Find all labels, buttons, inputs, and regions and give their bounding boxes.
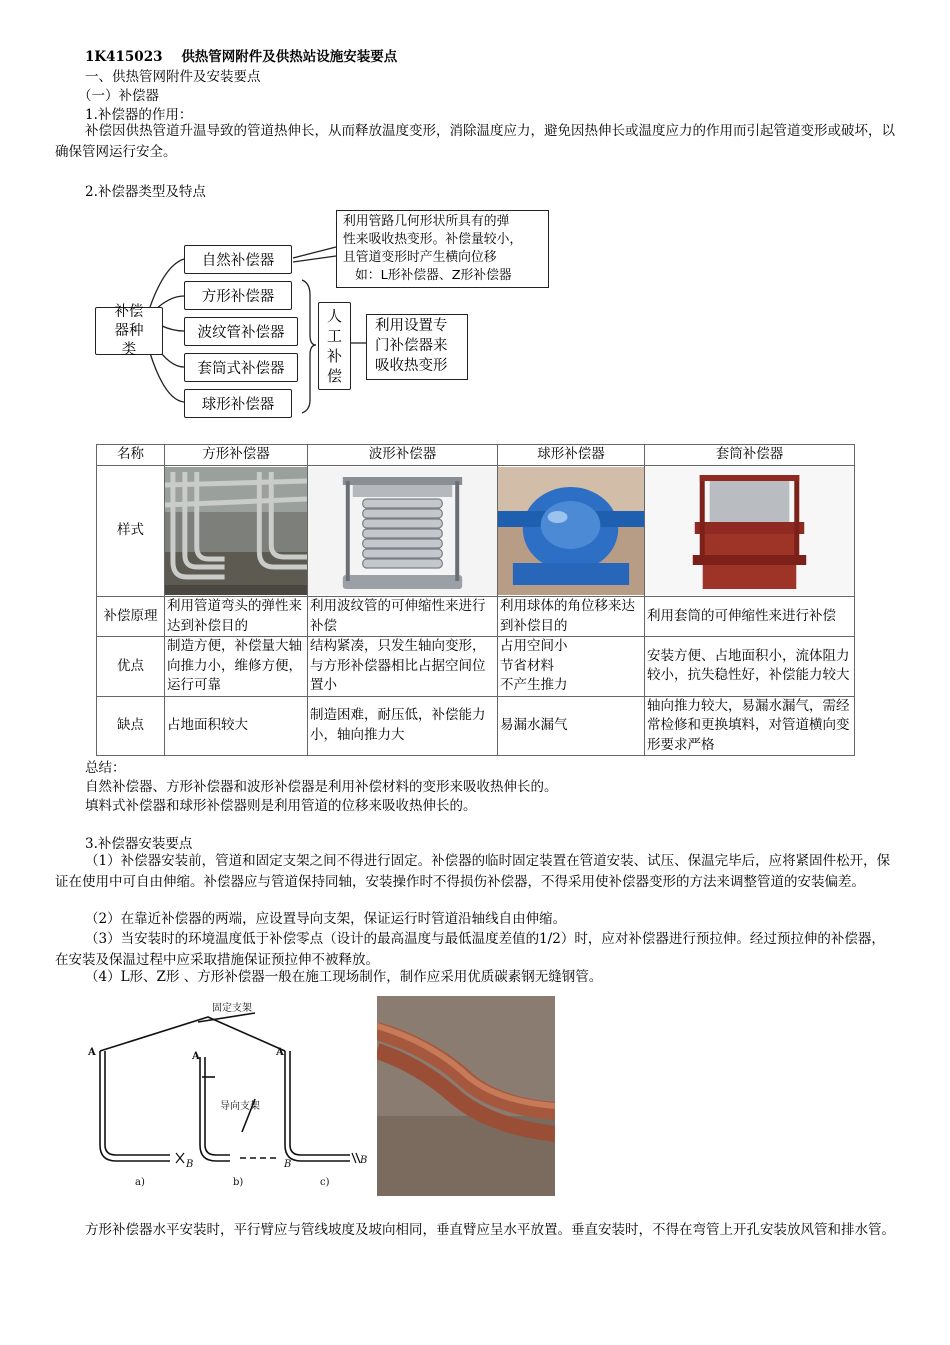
- cell-line: 占用空间小: [500, 638, 568, 654]
- mindmap-node-sleeve: [184, 353, 298, 382]
- item-text-1: 补偿因供热管道升温导致的管道热伸长，从而释放温度变形，消除温度应力，避免因热伸长或温度应力的作用而引起管道变形或破坏，以确保管网运行安全。: [55, 123, 895, 160]
- summary-title: 总结：: [85, 760, 126, 776]
- diagram-label-a: a): [135, 1177, 145, 1188]
- diagram-point-a: A: [276, 1047, 284, 1058]
- table-cell: 利用波纹管的可伸缩性来进行补偿: [308, 597, 498, 637]
- final-paragraph: 方形补偿器水平安装时，平行臂应与管线坡度及坡向相同，垂直臂应呈水平放置。垂直安装时，不得在弯管上开孔安装放风管和排水管。: [85, 1222, 895, 1238]
- table-cell: 利用管道弯头的弹性来达到补偿目的: [165, 597, 308, 637]
- section-title: 一、供热管网附件及安装要点: [85, 69, 261, 85]
- table-cell: 利用套筒的可伸缩性来进行补偿: [645, 597, 855, 637]
- table-cell: 利用球体的角位移来达到补偿目的: [498, 597, 645, 637]
- mindmap-root-label: 补偿器种类: [114, 303, 144, 358]
- artificial-note-line: 门补偿器来: [375, 338, 448, 354]
- mindmap-node-ball: [184, 389, 292, 418]
- mindmap-node-natural: [184, 245, 292, 274]
- item-heading-3: 3.补偿器安装要点: [85, 836, 193, 852]
- table-cell: 占地面积较大: [165, 696, 308, 756]
- square-label: 方形补偿器: [201, 289, 275, 305]
- artificial-note-line: 吸收热变形: [375, 358, 448, 374]
- install-point-1: （1）补偿器安装前，管道和固定支架之间不得进行固定。补偿器的临时固定装置在管道安装、试压、保温完毕后，应将紧固件松开，保证在使用中可自由伸缩。补偿器应与管道保持同轴，安装操作时不得损伤补偿器，不得采用使补偿器变形的方法来调整管道的安装偏差。: [55, 853, 891, 890]
- artificial-box: [318, 302, 351, 390]
- table-cell: [498, 637, 645, 697]
- diagram-point-a: A: [88, 1047, 96, 1058]
- artificial-label: 人工补偿: [326, 307, 342, 385]
- item-heading-2: 2.补偿器类型及特点: [85, 184, 206, 200]
- table-header: 波形补偿器: [308, 445, 498, 466]
- table-cell: 结构紧凑，只发生轴向变形，与方形补偿器相比占据空间位置小: [308, 637, 498, 697]
- natural-label: 自然补偿器: [201, 253, 275, 269]
- summary-line: 填料式补偿器和球形补偿器则是利用管道的位移来吸收热伸长的。: [85, 798, 477, 814]
- item-heading-1: 1.补偿器的作用：: [85, 107, 193, 123]
- sleeve-compensator-photo: [645, 466, 855, 597]
- row-label: 缺点: [97, 696, 165, 756]
- diagram-label-c: c): [320, 1177, 330, 1188]
- compensator-installation-diagram: [80, 995, 375, 1195]
- subsection-title: （一）补偿器: [78, 88, 159, 104]
- bellows-compensator-photo: [308, 466, 498, 597]
- table-header: 套筒补偿器: [645, 445, 855, 466]
- diagram-point-b: B: [284, 1159, 292, 1170]
- diagram-fixed-label: 固定支架: [212, 1003, 252, 1014]
- install-point-4: （4）L形、Z形 、方形补偿器一般在施工现场制作，制作应采用优质碳素钢无缝钢管。: [85, 969, 603, 985]
- table-header: 名称: [97, 445, 165, 466]
- bellows-label: 波纹管补偿器: [197, 325, 285, 341]
- cell-line: 不产生推力: [500, 677, 568, 693]
- install-point-2: （2）在靠近补偿器的两端，应设置导向支架，保证运行时管道沿轴线自由伸缩。: [85, 911, 567, 927]
- diagram-point-b: B: [360, 1155, 368, 1166]
- natural-note-line: 如：L形补偿器、Z形补偿器: [355, 268, 512, 283]
- artificial-note-line: 利用设置专: [375, 318, 448, 334]
- field-compensator-photo: [377, 996, 555, 1196]
- mindmap-root: [95, 303, 163, 358]
- natural-note-line: 且管道变形时产生横向位移: [343, 250, 497, 265]
- table-cell: 易漏水漏气: [498, 696, 645, 756]
- mindmap-node-square: [184, 281, 292, 310]
- ball-label: 球形补偿器: [201, 397, 275, 413]
- row-label: 补偿原理: [97, 597, 165, 637]
- compensator-table: [96, 444, 855, 756]
- install-point-3: （3）当安装时的环境温度低于补偿零点（设计的最高温度与最低温度差值的1/2）时，应对补偿器进行预拉伸。经过预拉伸的补偿器，在安装及保温过程中应采取措施保证预拉伸不被释放。: [55, 931, 885, 968]
- square-compensator-photo: [165, 466, 308, 597]
- heading-code: 1K415023: [85, 49, 163, 65]
- table-row-principle: [97, 597, 855, 637]
- heading-title: 供热管网附件及供热站设施安装要点: [181, 49, 398, 65]
- row-label: 优点: [97, 637, 165, 697]
- table-cell: 制造方便，补偿量大轴向推力小，维修方便，运行可靠: [165, 637, 308, 697]
- sleeve-label: 套筒式补偿器: [197, 361, 285, 377]
- table-header-row: [97, 445, 855, 466]
- table-header: 球形补偿器: [498, 445, 645, 466]
- row-label: 样式: [97, 466, 165, 597]
- diagram-point-b: B: [186, 1159, 194, 1170]
- table-cell: 安装方便、占地面积小，流体阻力较小，抗失稳性好，补偿能力较大: [645, 637, 855, 697]
- table-row-advantages: [97, 637, 855, 697]
- table-header: 方形补偿器: [165, 445, 308, 466]
- diagram-label-b: b): [233, 1177, 244, 1188]
- natural-note-line: 利用管路几何形状所具有的弹: [343, 214, 510, 229]
- summary-line: 自然补偿器、方形补偿器和波形补偿器是利用补偿材料的变形来吸收热伸长的。: [85, 779, 558, 795]
- natural-note: [336, 210, 549, 288]
- diagram-point-a: A: [192, 1051, 200, 1062]
- mindmap-node-bellows: [184, 317, 298, 346]
- table-row-style: [97, 466, 855, 597]
- table-cell: 轴向推力较大，易漏水漏气，需经常检修和更换填料，对管道横向变形要求严格: [645, 696, 855, 756]
- artificial-note: [366, 314, 468, 380]
- ball-compensator-photo: [498, 466, 645, 597]
- diagram-guide-label: 导向支架: [220, 1101, 260, 1112]
- table-row-disadvantages: [97, 696, 855, 756]
- natural-note-line: 性来吸收热变形。补偿量较小，: [343, 232, 523, 247]
- table-cell: 制造困难，耐压低，补偿能力小，轴向推力大: [308, 696, 498, 756]
- cell-line: 节省材料: [500, 657, 554, 674]
